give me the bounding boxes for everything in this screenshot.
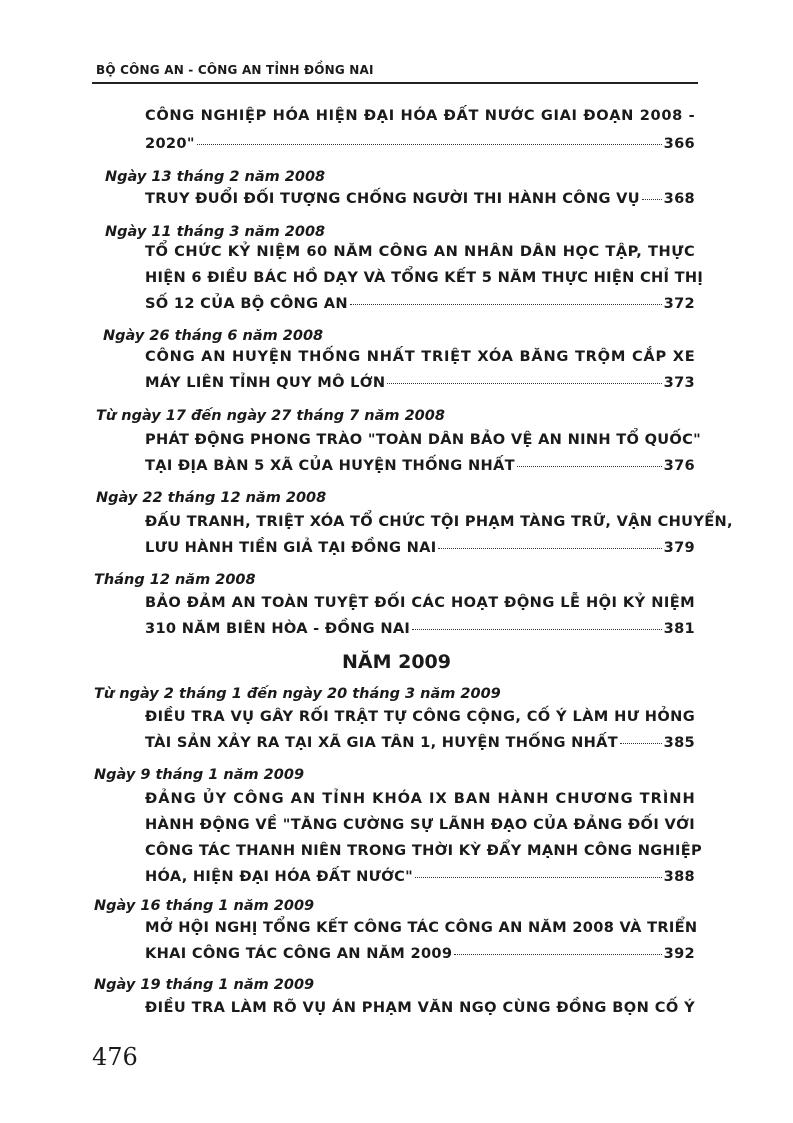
dot-leader <box>415 877 662 878</box>
entry-title-text: PHÁT ĐỘNG PHONG TRÀO "TOÀN DÂN BẢO VỆ AN NINH TỔ QUỐC" <box>145 431 702 448</box>
entry-date: Từ ngày 2 tháng 1 đến ngày 20 tháng 3 năm 2009 <box>94 686 501 702</box>
entry-title-line <box>145 457 695 474</box>
dot-leader <box>412 629 661 630</box>
entry-page-number: 392 <box>663 945 695 962</box>
entry-page-number: 376 <box>663 457 695 474</box>
running-header: BỘ CÔNG AN - CÔNG AN TỈNH ĐỒNG NAI <box>96 63 374 77</box>
entry-title-text: ĐẤU TRANH, TRIỆT XÓA TỔ CHỨC TỘI PHẠM TÀNG TRỮ, VẬN CHUYỂN, <box>145 513 733 530</box>
entry-title-line <box>145 708 695 725</box>
dot-leader <box>620 743 662 744</box>
entry-title-line <box>145 374 695 391</box>
entry-page-number: 373 <box>663 374 695 391</box>
entry-title-text: LƯU HÀNH TIỀN GIẢ TẠI ĐỒNG NAI <box>145 539 437 556</box>
entry-date: Ngày 16 tháng 1 năm 2009 <box>94 898 315 914</box>
entry-title-text: KHAI CÔNG TÁC CÔNG AN NĂM 2009 <box>145 945 453 962</box>
dot-leader <box>438 548 661 549</box>
year-heading: NĂM 2009 <box>341 651 451 673</box>
entry-title-text: BẢO ĐẢM AN TOÀN TUYỆT ĐỐI CÁC HOẠT ĐỘNG LỄ HỘI KỶ NIỆM <box>145 594 696 611</box>
entry-title-text: 2020" <box>145 135 195 152</box>
entry-date: Tháng 12 năm 2008 <box>94 572 256 588</box>
entry-title-line <box>145 790 695 807</box>
entry-page-number: 385 <box>663 734 695 751</box>
dot-leader <box>350 304 662 305</box>
dot-leader <box>517 466 662 467</box>
dot-leader <box>197 144 662 145</box>
entry-title-text: ĐIỀU TRA LÀM RÕ VỤ ÁN PHẠM VĂN NGỌ CÙNG ĐỒNG BỌN CỐ Ý <box>145 999 696 1016</box>
entry-date: Từ ngày 17 đến ngày 27 tháng 7 năm 2008 <box>96 408 445 424</box>
entry-date: Ngày 26 tháng 6 năm 2008 <box>103 328 324 344</box>
entry-title-line <box>145 269 704 286</box>
entry-title-text: ĐIỀU TRA VỤ GÂY RỐI TRẬT TỰ CÔNG CỘNG, CỐ Ý LÀM HƯ HỎNG <box>145 708 696 725</box>
entry-date: Ngày 11 tháng 3 năm 2008 <box>105 224 326 240</box>
entry-title-text: MÁY LIÊN TỈNH QUY MÔ LỚN <box>145 374 386 391</box>
entry-title-text: TRUY ĐUỔI ĐỐI TƯỢNG CHỐNG NGƯỜI THI HÀNH CÔNG VỤ <box>145 190 640 207</box>
entry-title-line <box>145 190 695 207</box>
entry-title-text: 310 NĂM BIÊN HÒA - ĐỒNG NAI <box>145 620 411 637</box>
entry-title-line <box>145 295 695 312</box>
entry-title-text: SỐ 12 CỦA BỘ CÔNG AN <box>145 295 348 312</box>
entry-title-line <box>145 919 698 936</box>
entry-title-line <box>145 999 695 1016</box>
entry-date: Ngày 19 tháng 1 năm 2009 <box>94 977 315 993</box>
entry-title-text: CÔNG TÁC THANH NIÊN TRONG THỜI KỲ ĐẨY MẠNH CÔNG NGHIỆP <box>145 842 703 859</box>
entry-page-number: 381 <box>663 620 695 637</box>
entry-title-text: HÓA, HIỆN ĐẠI HÓA ĐẤT NƯỚC" <box>145 868 414 885</box>
entry-title-line <box>145 816 695 833</box>
entry-title-text: TỔ CHỨC KỶ NIỆM 60 NĂM CÔNG AN NHÂN DÂN HỌC TẬP, THỰC <box>145 243 696 260</box>
page-number: 476 <box>92 1043 138 1071</box>
entry-page-number: 368 <box>663 190 695 207</box>
dot-leader <box>454 954 661 955</box>
entry-title-line <box>145 842 703 859</box>
entry-title-line <box>145 107 695 124</box>
entry-title-line <box>145 135 695 152</box>
entry-title-line <box>145 539 695 556</box>
entry-title-line <box>145 945 695 962</box>
entry-page-number: 372 <box>663 295 695 312</box>
entry-page-number: 366 <box>663 135 695 152</box>
entry-page-number: 388 <box>663 868 695 885</box>
entry-title-line <box>145 348 695 365</box>
header-divider <box>92 82 698 84</box>
entry-page-number: 379 <box>663 539 695 556</box>
entry-title-text: ĐẢNG ỦY CÔNG AN TỈNH KHÓA IX BAN HÀNH CHƯƠNG TRÌNH <box>145 790 696 807</box>
entry-title-text: HÀNH ĐỘNG VỀ "TĂNG CƯỜNG SỰ LÃNH ĐẠO CỦA ĐẢNG ĐỐI VỚI <box>145 816 696 833</box>
dot-leader <box>642 199 662 200</box>
entry-title-text: TÀI SẢN XẢY RA TẠI XÃ GIA TÂN 1, HUYỆN THỐNG NHẤT <box>145 734 619 751</box>
entry-title-line <box>145 243 695 260</box>
entry-date: Ngày 22 tháng 12 năm 2008 <box>96 490 327 506</box>
entry-title-line <box>145 620 695 637</box>
entry-title-line <box>145 513 733 530</box>
entry-date: Ngày 13 tháng 2 năm 2008 <box>105 169 326 185</box>
entry-title-text: HIỆN 6 ĐIỀU BÁC HỒ DẠY VÀ TỔNG KẾT 5 NĂM THỰC HIỆN CHỈ THỊ <box>145 269 704 286</box>
entry-title-text: CÔNG AN HUYỆN THỐNG NHẤT TRIỆT XÓA BĂNG TRỘM CẮP XE <box>145 348 696 365</box>
entry-title-line <box>145 734 695 751</box>
entry-title-line <box>145 594 695 611</box>
entry-title-text: MỞ HỘI NGHỊ TỔNG KẾT CÔNG TÁC CÔNG AN NĂM 2008 VÀ TRIỂN <box>145 919 698 936</box>
entry-title-line <box>145 431 702 448</box>
entry-title-text: CÔNG NGHIỆP HÓA HIỆN ĐẠI HÓA ĐẤT NƯỚC GIAI ĐOẠN 2008 - <box>145 107 696 124</box>
entry-date: Ngày 9 tháng 1 năm 2009 <box>94 767 305 783</box>
entry-title-text: TẠI ĐỊA BÀN 5 XÃ CỦA HUYỆN THỐNG NHẤT <box>145 457 515 474</box>
entry-title-line <box>145 868 695 885</box>
dot-leader <box>387 383 661 384</box>
